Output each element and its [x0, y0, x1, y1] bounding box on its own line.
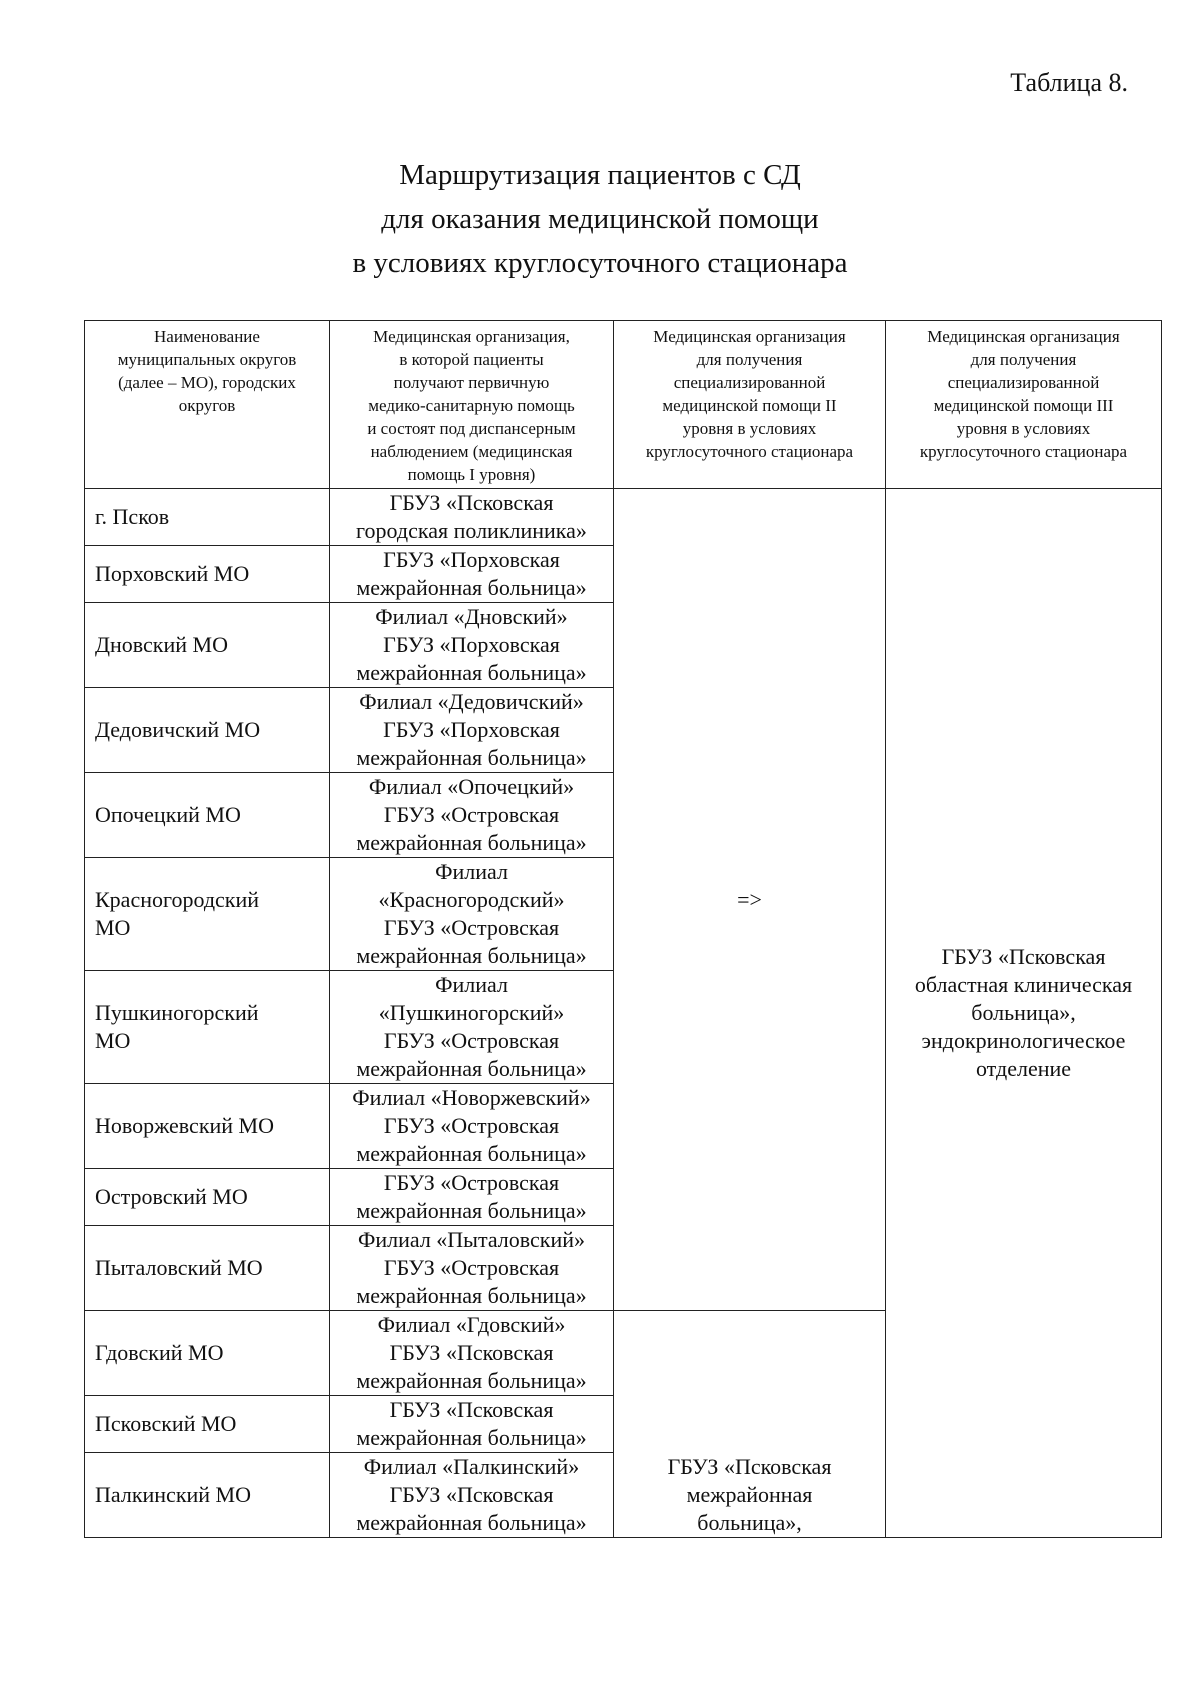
primary-org-cell: ГБУЗ «Островская межрайонная больница»	[330, 1169, 614, 1226]
title-line: в условиях круглосуточного стационара	[352, 247, 848, 279]
primary-org-cell: Филиал «Дновский» ГБУЗ «Порховская межрайонная больница»	[330, 603, 614, 688]
primary-org-cell: ГБУЗ «Порховская межрайонная больница»	[330, 546, 614, 603]
primary-org-cell: Филиал «Новоржевский» ГБУЗ «Островская межрайонная больница»	[330, 1084, 614, 1169]
title-line: Маршрутизация пациентов с СД	[399, 159, 801, 191]
header-level2-org: Медицинская организация для получения специализированной медицинской помощи II уровня в условиях круглосуточного стационара	[614, 321, 886, 489]
district-cell: г. Псков	[85, 489, 330, 546]
district-cell: Палкинский МО	[85, 1453, 330, 1538]
district-cell: Новоржевский МО	[85, 1084, 330, 1169]
title-line: для оказания медицинской помощи	[381, 203, 819, 235]
primary-org-cell: Филиал «Опочецкий» ГБУЗ «Островская межрайонная больница»	[330, 773, 614, 858]
district-cell: Островский МО	[85, 1169, 330, 1226]
level3-org-cell: ГБУЗ «Псковская областная клиническая больница», эндокринологическое отделение	[886, 489, 1162, 1538]
district-cell: Красногородский МО	[85, 858, 330, 971]
primary-org-cell: ГБУЗ «Псковская межрайонная больница»	[330, 1396, 614, 1453]
district-cell: Гдовский МО	[85, 1311, 330, 1396]
level2-org-cell-group-b: ГБУЗ «Псковская межрайонная больница»,	[614, 1311, 886, 1538]
primary-org-cell: Филиал «Пушкиногорский» ГБУЗ «Островская межрайонная больница»	[330, 971, 614, 1084]
header-level3-org: Медицинская организация для получения специализированной медицинской помощи III уровня в условиях круглосуточного стационара	[886, 321, 1162, 489]
level2-org-cell-group-a: =>	[614, 489, 886, 1311]
primary-org-cell: Филиал «Дедовичский» ГБУЗ «Порховская межрайонная больница»	[330, 688, 614, 773]
table-number-label: Таблица 8.	[1010, 68, 1128, 97]
primary-org-cell: ГБУЗ «Псковская городская поликлиника»	[330, 489, 614, 546]
primary-org-cell: Филиал «Пыталовский» ГБУЗ «Островская межрайонная больница»	[330, 1226, 614, 1311]
header-primary-care-org: Медицинская организация, в которой пациенты получают первичную медико-санитарную помощь и состоят под диспансерным наблюдением (медицинская помощь I уровня)	[330, 321, 614, 489]
district-cell: Порховский МО	[85, 546, 330, 603]
table-row	[85, 489, 1162, 546]
document-title	[0, 153, 1200, 285]
district-cell: Опочецкий МО	[85, 773, 330, 858]
primary-org-cell: Филиал «Палкинский» ГБУЗ «Псковская межрайонная больница»	[330, 1453, 614, 1538]
district-cell: Пушкиногорский МО	[85, 971, 330, 1084]
header-row	[85, 321, 1162, 489]
primary-org-cell: Филиал «Гдовский» ГБУЗ «Псковская межрайонная больница»	[330, 1311, 614, 1396]
routing-table	[84, 320, 1162, 1538]
primary-org-cell: Филиал «Красногородский» ГБУЗ «Островская межрайонная больница»	[330, 858, 614, 971]
district-cell: Дедовичский МО	[85, 688, 330, 773]
district-cell: Псковский МО	[85, 1396, 330, 1453]
district-cell: Пыталовский МО	[85, 1226, 330, 1311]
header-district: Наименование муниципальных округов (далее – МО), городских округов	[85, 321, 330, 489]
district-cell: Дновский МО	[85, 603, 330, 688]
